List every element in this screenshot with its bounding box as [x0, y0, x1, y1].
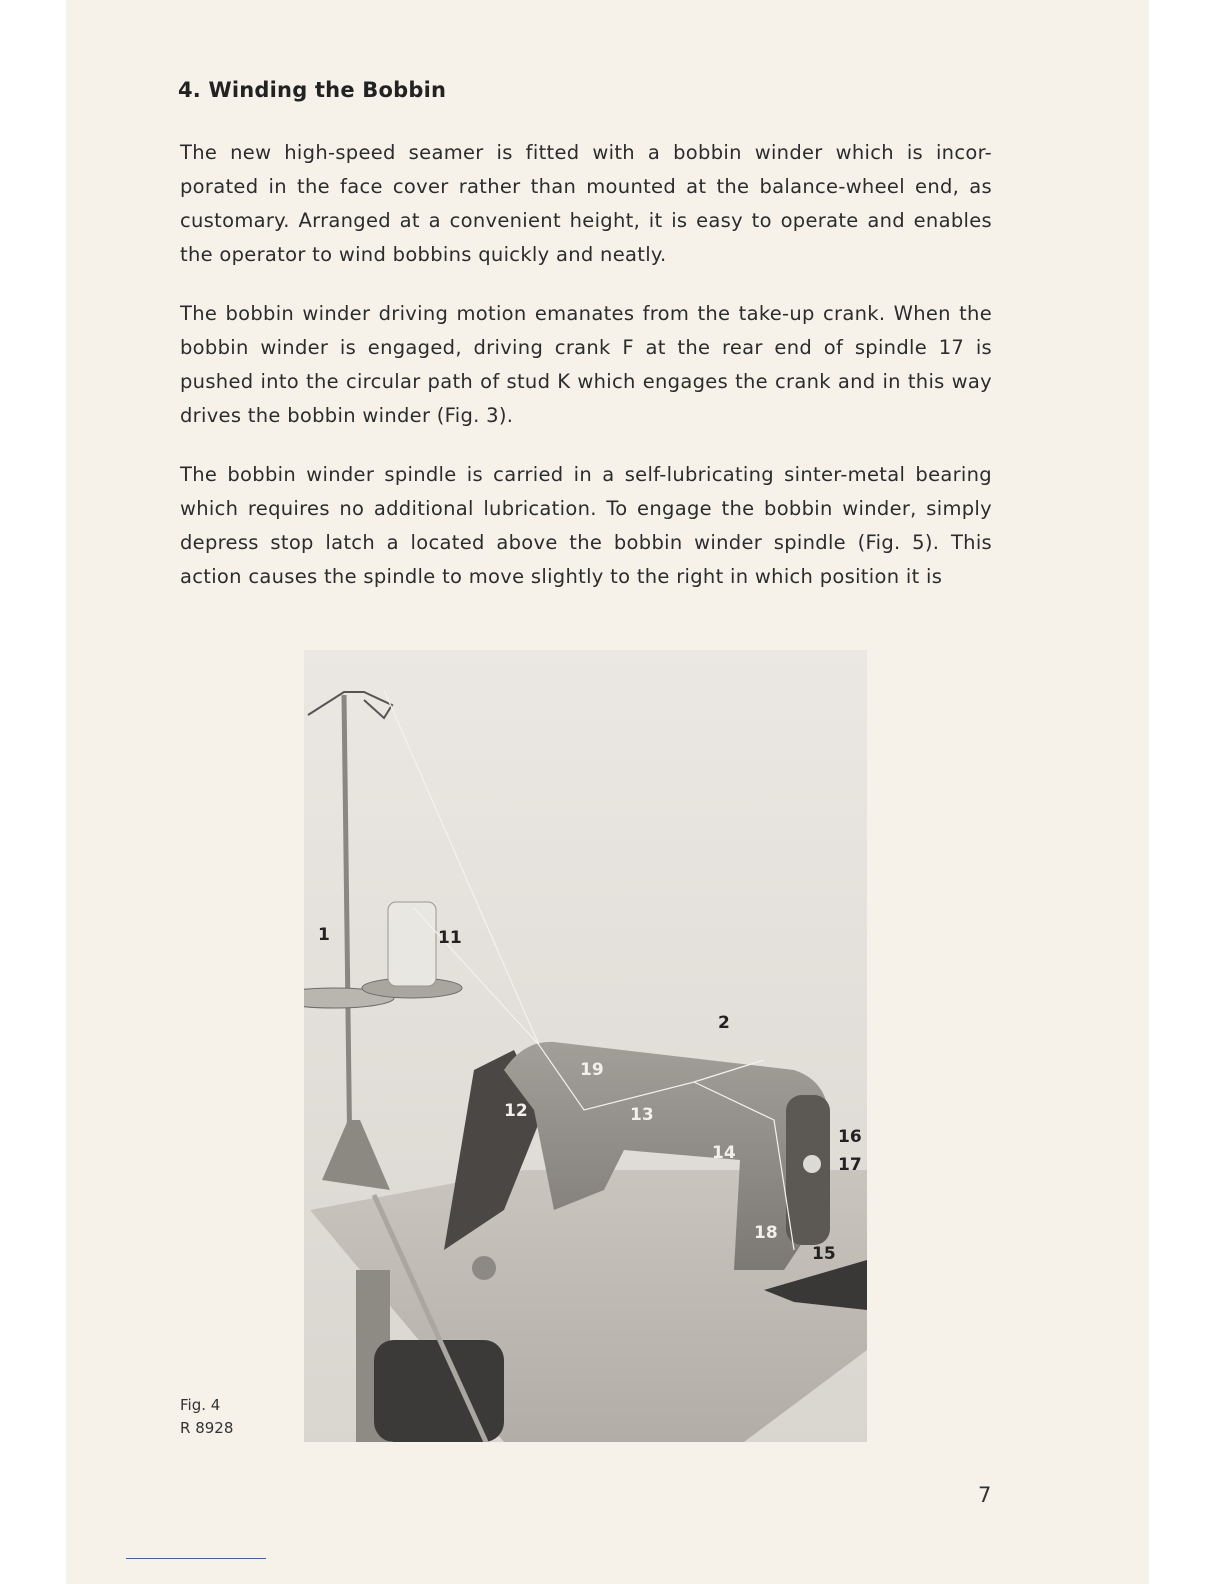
section-heading: 4. Winding the Bobbin [178, 78, 447, 102]
callout-1: 1 [318, 925, 330, 945]
figure-caption-label: Fig. 4 [180, 1396, 221, 1414]
callout-11: 11 [438, 928, 462, 948]
figure-photo-sewing-machine [304, 650, 867, 1442]
motor [374, 1340, 504, 1442]
figure-caption [180, 1394, 233, 1440]
callout-2: 2 [718, 1013, 730, 1033]
callout-18: 18 [754, 1223, 778, 1243]
callout-19: 19 [580, 1060, 604, 1080]
figure-caption-ref: R 8928 [180, 1419, 234, 1437]
page-number: 7 [978, 1483, 992, 1507]
callout-16: 16 [838, 1127, 862, 1147]
callout-13: 13 [630, 1105, 654, 1125]
tension-disc [803, 1155, 821, 1173]
callout-15: 15 [812, 1244, 836, 1264]
callout-12: 12 [504, 1101, 528, 1121]
paragraph-3: The bobbin winder spindle is carried in a self-lubricating sinter-metal bearing which requires no additional lubrication. To engage the bobbin winder, simply depress stop latch a located above the bobbin winder spindle (Fig. 5). This action causes the spindle to move slightly to the right in which position it is [180, 463, 992, 588]
callout-14: 14 [712, 1143, 736, 1163]
paragraph-2: The bobbin winder driving motion emanates from the take-up crank. When the bobbin winder is engaged, driving crank F at the rear end of spindle 17 is pushed into the circular path of stud K which engages the crank and in this way drives the bobbin winder (Fig. 3). [180, 302, 992, 427]
footer-rule [126, 1558, 266, 1559]
paragraph-1: The new high-speed seamer is fitted with a bobbin winder which is incor-porated in the face cover rather than mounted at the balance-wheel end, as customary. Arranged at a convenient height, it is easy to operate and enables the operator to wind bobbins quickly and neatly. [180, 141, 992, 266]
callout-17: 17 [838, 1155, 862, 1175]
